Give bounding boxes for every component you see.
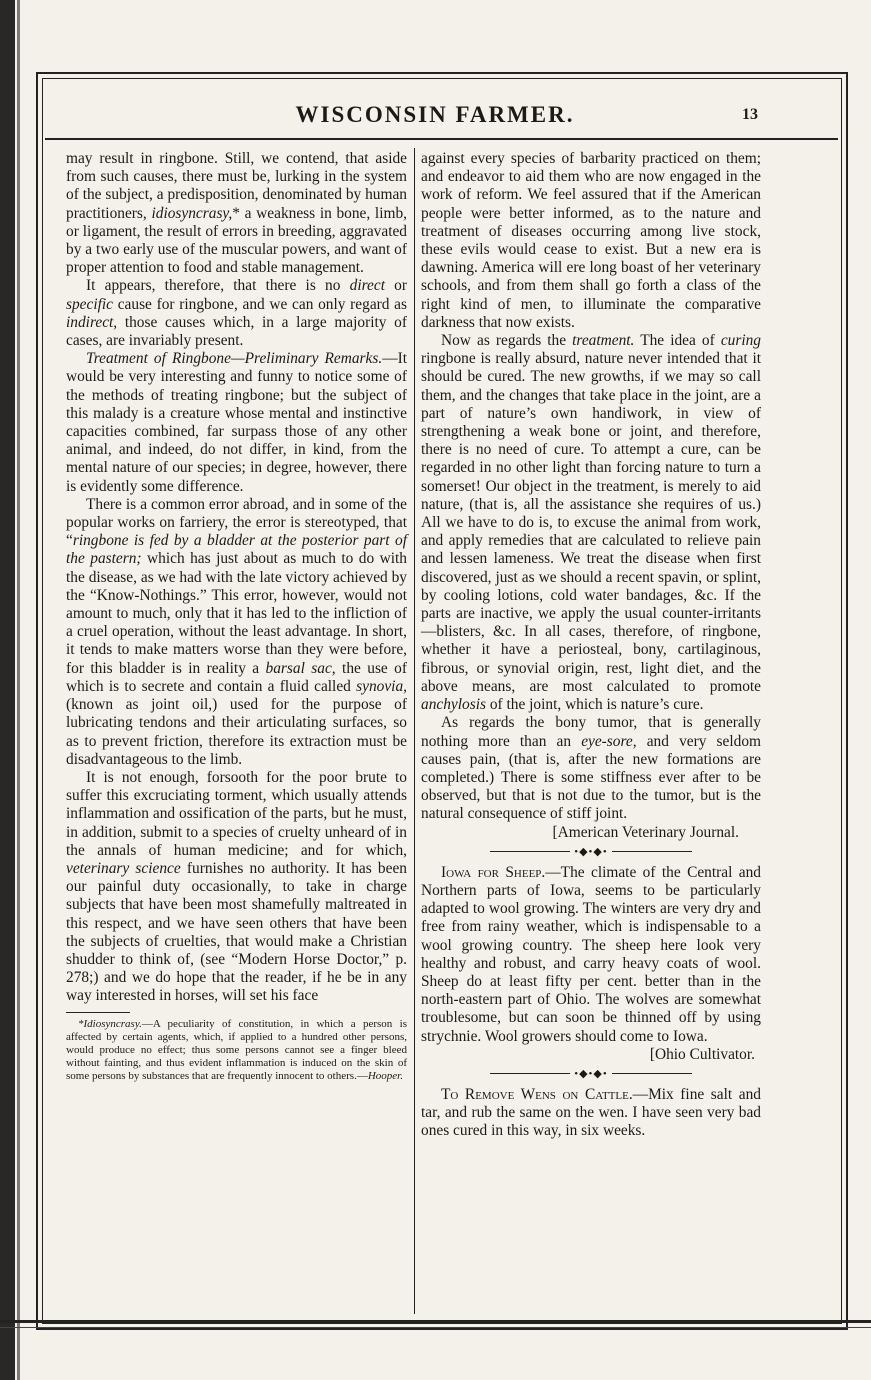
column-divider (414, 148, 415, 1314)
footnote-rule (66, 1012, 130, 1013)
paragraph-reform: against every species of barbarity practiced on them; and endeavor to aid them who are now engaged in the work of reform. We feel assured that if the American people were better informed, as to the nature and treatment of diseases occurring among live stock, these evils would cease to exist. But a new era is dawning. America will ere long boast of her veterinary schools, and from them shall go forth a class of the right kind of men, to illuminate the comparative darkness that now exists. (421, 150, 761, 331)
paragraph-common-error: There is a common error abroad, and in some of the popular works on farriery, the error is stereotyped, that “ringbone is fed by a bladder at the posterior part of the pastern; which has just about as much to do with the disease, as we had with the late victory achieved by the “Know-Nothings.” This error, however, would not amount to much, only that it has led to the infliction of a cruel operation, without the least advantage. In short, it tends to make matters worse than they were before, for this bladder is in reality a barsal sac, the use of which is to secrete and contain a fluid called synovia, (known as joint oil,) used for the purpose of lubricating tendons and their articulating surfaces, so as to prevent friction, therefore its extraction must be disadvantageous to the limb. (66, 495, 407, 768)
bottom-rule (0, 1320, 871, 1323)
header-rule (45, 138, 838, 140)
right-column (421, 150, 761, 1141)
paragraph-bony-tumor: As regards the bony tumor, that is generally nothing more than an eye-sore, and very seldom causes pain, (that is, after the new formations are completed.) There is some stiffness ever after to be observed, but that is not due to the tumor, but is the natural consequence of stiff joint. (421, 714, 761, 823)
paragraph-treatment: Now as regards the treatment. The idea of curing ringbone is really absurd, nature never intended that it should be cured. The new growths, if we may so call them, and the changes that take place in the joint, are a part of nature’s own handiwork, in view of strengthening a weak bone or joint, and therefore, there is no need of cure. To attempt a cure, can be regarded in no other light than forcing nature to turn a somerset! Our object in the treatment, is merely to aid nature, (that is, all the assistance she requires of us.) All we have to do is, to excuse the animal from work, and apply remedies that are calculated to relieve pain and lessen lameness. We treat the disease when first discovered, just as we should a recent spavin, or splint, by cooling lotions, cold water bandages, &c. If the parts are inactive, we apply the usual counter-irritants—blisters, &c. In all cases, therefore, of ringbone, whether it have a periosteal, bony, cartilaginous, fibrous, or synovial origin, rest, light diet, and the above means, are most calculated to promote anchylosis of the joint, which is nature’s cure. (421, 332, 761, 714)
bottom-rule (0, 1327, 871, 1328)
paragraph-predisposition: may result in ringbone. Still, we contend, that aside from such causes, there must be, lurking in the system of the subject, a predisposition, denominated by human practitioners, idiosyncrasy,* a weakness in bone, limb, or ligament, the result of errors in breeding, aggravated by a two early use of the muscular powers, and want of proper attention to food and stable management. (66, 150, 407, 277)
book-spine-edge (17, 0, 20, 1380)
paragraph-cause: It appears, therefore, that there is no direct or specific cause for ringbone, and we can only regard as indirect, those causes which, in a large majority of cases, are invariably present. (66, 277, 408, 350)
page-number: 13 (742, 106, 758, 123)
footnote: *Idiosyncrasy.—A peculiarity of constitution, in which a person is affected by certain agents, which, if applied to a hundred other persons, would produce no effect; thus some persons cannot see a finger bleed without fainting, and thus evident inflammation is induced on the skin of some persons by substances that are frequently innocent to others.—Hooper. (66, 1017, 407, 1082)
paragraph-iowa-sheep: Iowa for Sheep.—The climate of the Central and Northern parts of Iowa, seems to be particularly adapted to wool growing. The winters are very dry and free from rainy weather, which is indispensable to a wool growing country. The sheep here look very healthy and robust, and carry heavy coats of wool. Sheep do at least fifty per cent. better than in the north-eastern part of Ohio. The wolves are somewhat troublesome, but can soon be thinned off by using strychnie. Wool growers should come to Iowa. (421, 863, 761, 1045)
book-spine-shadow (0, 0, 15, 1380)
attribution-ohio-cultivator: [Ohio Cultivator. (649, 1045, 755, 1063)
paragraph-cruelty: It is not enough, forsooth for the poor brute to suffer this excruciating torment, which usually attends inflammation and ossification of the parts, but he must, in addition, submit to a species of cruelty unheard of in the annals of human medicine; and for which, veterinary science furnishes no authority. It has been our painful duty occasionally, to take in charge subjects that have been most shamefully maltreated in this respect, and we have seen others that have been the subjects of cruelties, that would make a Christian shudder to think of, (see “Modern Horse Doctor,” p. 278;) and we do hope that the reader, if he be in any way interested in horses, will set his face (66, 768, 407, 1005)
article-heading: To Remove Wens on Cattle. (441, 1085, 633, 1103)
ornament-divider: •◆•◆• (421, 1068, 761, 1080)
article-heading: Iowa for Sheep. (441, 863, 546, 881)
section-heading: Treatment of Ringbone—Preliminary Remarks. (86, 350, 383, 368)
attribution-vet-journal: [American Veterinary Journal. (552, 823, 739, 841)
page-title: WISCONSIN FARMER. (295, 102, 575, 127)
left-column (66, 150, 407, 1083)
ornament-divider: •◆•◆• (421, 846, 761, 858)
paragraph-treatment-remarks: Treatment of Ringbone—Preliminary Remarks.—It would be very interesting and funny to notice some of the methods of treating ringbone; but the subject of this malady is a creature whose mental and instinctive capacities combined, far surpass those of any other animal, and indeed, do not differ, in kind, from the mental nature of our species; in degree, however, there is evidently some difference. (66, 350, 407, 495)
paragraph-wens-cattle: To Remove Wens on Cattle.—Mix fine salt and tar, and rub the same on the wen. I have seen very bad ones cured in this way, in six weeks. (421, 1085, 761, 1140)
